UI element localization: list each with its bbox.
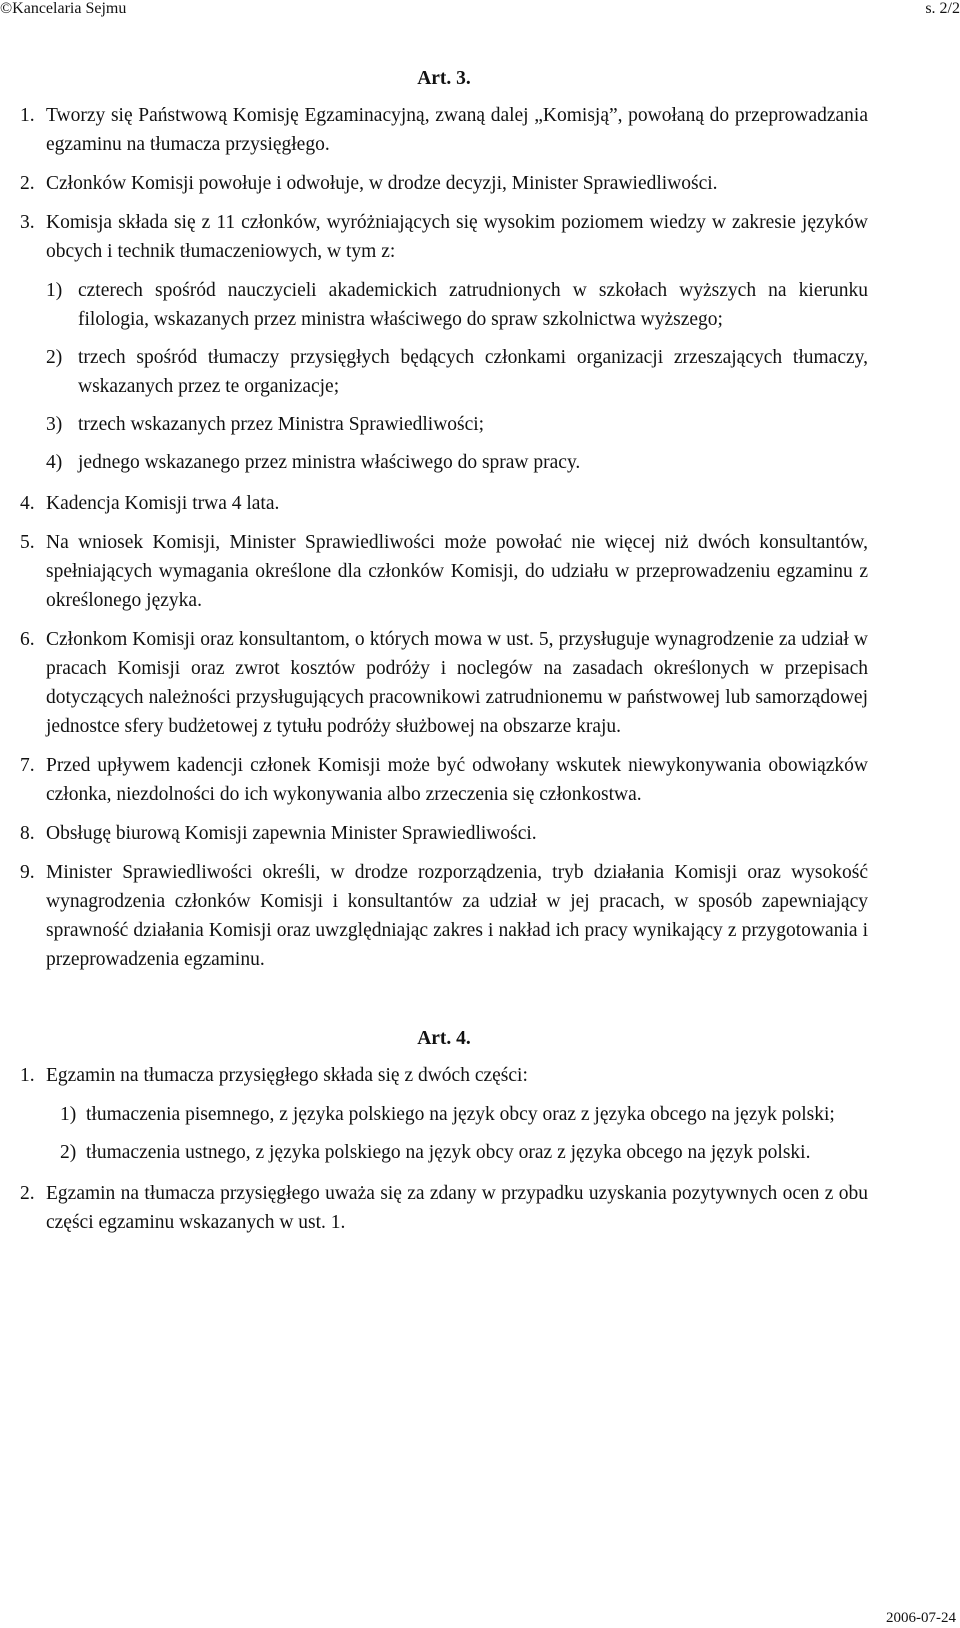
article-3-paragraph-3: 3. Komisja składa się z 11 członków, wyróżniających się wysokim poziomem wiedzy w zakresie języków obcych i technik tłumaczeniowych, w tym z: [20, 212, 868, 262]
article-3-paragraph-2: 2. Członków Komisji powołuje i odwołuje, w drodze decyzji, Minister Sprawiedliwości. [20, 173, 718, 194]
page-number: s. 2/2 [925, 0, 960, 17]
article-4-paragraph-1: 1. Egzamin na tłumacza przysięgłego składa się z dwóch części: [20, 1065, 528, 1086]
page-header [0, 0, 960, 20]
copyright-label: ©Kancelaria Sejmu [0, 0, 127, 17]
article-3-points [46, 276, 868, 477]
list-item: 2) trzech spośród tłumaczy przysięgłych będących członkami organizacji zrzeszających tłumaczy, wskazanych przez te organizacje; [46, 347, 868, 397]
article-3-paragraph-7: 7. Przed upływem kadencji członek Komisji może być odwołany wskutek niewykonywania obowiązków członka, niezdolności do ich wykonywania albo zrzeczenia się członkostwa. [20, 755, 868, 805]
article-3-paragraph-6: 6. Członkom Komisji oraz konsultantom, o których mowa w ust. 5, przysługuje wynagrodzenie za udział w pracach Komisji oraz zwrot kosztów podróży i noclegów na zasadach określonych w przepisach dotyczących należności przysługujących pracownikowi zatrudnionemu w państwowej lub samorządowej jednostce sfery budżetowej z tytułu podróży służbowej na obszarze kraju. [20, 629, 868, 737]
article-3-paragraph-1: 1. Tworzy się Państwową Komisję Egzaminacyjną, zwaną dalej „Komisją”, powołaną do przeprowadzania egzaminu na tłumacza przysięgłego. [20, 105, 868, 155]
list-item: 1) czterech spośród nauczycieli akademickich zatrudnionych w szkołach wyższych na kierunku filologia, wskazanych przez ministra właściwego do spraw szkolnictwa wyższego; [46, 280, 868, 330]
list-item: 2) tłumaczenia ustnego, z języka polskiego na język obcy oraz z języka obcego na język polski. [60, 1142, 811, 1163]
article-4-points [60, 1100, 868, 1167]
list-item: 4) jednego wskazanego przez ministra właściwego do spraw pracy. [46, 452, 581, 473]
list-item: 1) tłumaczenia pisemnego, z języka polskiego na język obcy oraz z języka obcego na język polski; [60, 1104, 835, 1125]
document-body [20, 64, 868, 1247]
article-3-paragraph-9: 9. Minister Sprawiedliwości określi, w drodze rozporządzenia, tryb działania Komisji oraz wysokość wynagrodzenia członków Komisji i konsultantów za udział w jej pracach, w sposób zapewniający sprawność działania Komisji oraz uwzględniając zakres i nakład ich pracy wynikający z przygotowania i przeprowadzenia egzaminu. [20, 862, 868, 970]
article-3-paragraph-4: 4. Kadencja Komisji trwa 4 lata. [20, 493, 280, 514]
list-item: 3) trzech wskazanych przez Ministra Sprawiedliwości; [46, 414, 485, 435]
article-4-paragraph-2: 2. Egzamin na tłumacza przysięgłego uważa się za zdany w przypadku uzyskania pozytywnych ocen z obu części egzaminu wskazanych w ust. 1. [20, 1183, 868, 1233]
article-4-title: Art. 4. [417, 1028, 471, 1049]
article-3-paragraph-8: 8. Obsługę biurową Komisji zapewnia Minister Sprawiedliwości. [20, 823, 537, 844]
article-3-title: Art. 3. [417, 68, 471, 89]
article-3-paragraph-5: 5. Na wniosek Komisji, Minister Sprawiedliwości może powołać nie więcej niż dwóch konsultantów, spełniających wymagania określone dla członków Komisji, do udziału w przeprowadzeniu egzaminu z określonego języka. [20, 532, 868, 611]
document-date: 2006-07-24 [886, 1610, 956, 1626]
